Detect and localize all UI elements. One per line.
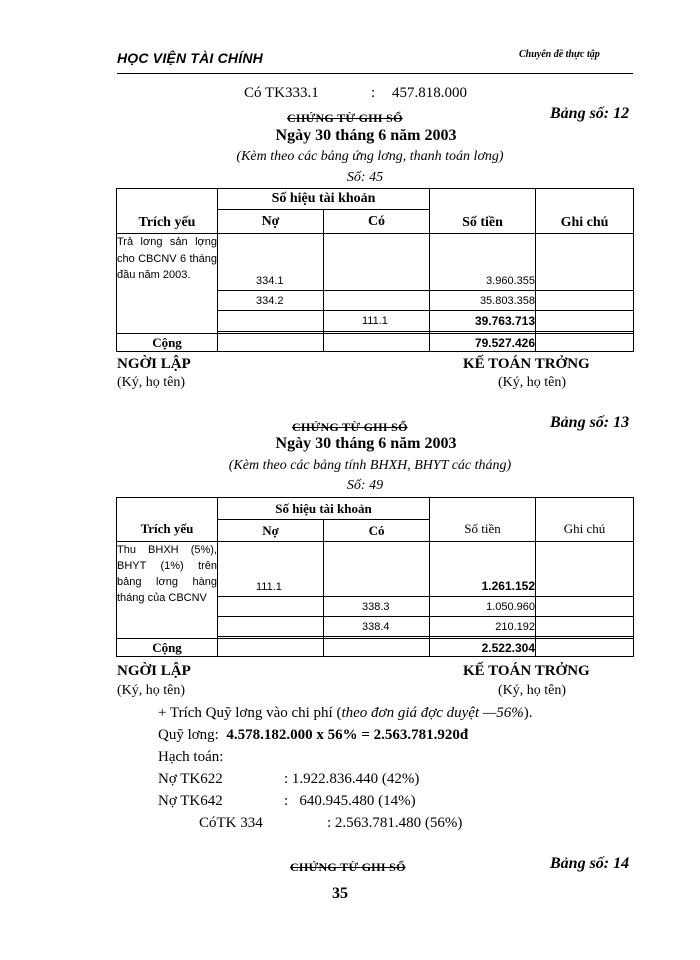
intro-amount: 457.818.000 bbox=[392, 85, 467, 101]
voucher14-table-no: Bảng số: 14 bbox=[550, 855, 630, 872]
row-amount: 1.261.152 bbox=[430, 542, 536, 597]
fund-line-2: Quỹ lơng: 4.578.182.000 x 56% = 2.563.781.920đ bbox=[158, 727, 469, 743]
total-amount: 79.527.426 bbox=[430, 334, 536, 352]
header-account-group: Số hiệu tài khoản bbox=[218, 189, 430, 210]
header-description: Trích yếu bbox=[117, 498, 218, 542]
fund-line-1: + Trích Quỹ lơng vào chi phí (theo đơn giá đợc duyệt —56%). bbox=[158, 705, 533, 721]
row-amount: 3.960.355 bbox=[430, 234, 536, 291]
voucher13-attachment: (Kèm theo các bảng tính BHXH, BHYT các tháng) bbox=[228, 458, 512, 473]
voucher13-date: Ngày 30 tháng 6 năm 2003 bbox=[275, 435, 457, 452]
total-amount: 2.522.304 bbox=[430, 639, 536, 657]
voucher13-number: Số: 49 bbox=[346, 478, 384, 493]
table-row: 111.1 bbox=[324, 311, 430, 332]
total-label: Cộng bbox=[117, 334, 218, 352]
header-note: Ghi chú bbox=[536, 189, 634, 234]
voucher12-table-no: Bảng số: 12 bbox=[550, 105, 630, 122]
voucher14-title: CHỨNG TỪ GHI SỔ bbox=[290, 860, 406, 874]
voucher13-title: CHỨNG TỪ GHI SỔ bbox=[292, 420, 408, 434]
voucher12-sign-right-sub: (Ký, họ tên) bbox=[498, 375, 567, 390]
entry-account: Nợ TK622 bbox=[158, 771, 223, 787]
page-number: 35 bbox=[332, 885, 348, 902]
voucher12-sign-right: KẾ TOÁN TRỞNG bbox=[463, 356, 590, 372]
voucher13-table-no: Bảng số: 13 bbox=[550, 414, 630, 431]
header-description: Trích yếu bbox=[117, 189, 218, 234]
entry-value: : 1.922.836.440 (42%) bbox=[284, 771, 420, 787]
voucher13-table bbox=[116, 497, 634, 657]
entry-value: : 640.945.480 (14%) bbox=[284, 793, 416, 809]
row-amount: 210.192 bbox=[430, 617, 536, 637]
voucher12-sign-left-sub: (Ký, họ tên) bbox=[117, 375, 186, 390]
institution-name: HỌC VIỆN TÀI CHÍNH bbox=[117, 50, 263, 66]
header-rule bbox=[117, 73, 633, 74]
voucher12-sign-left: NGỜI LẬP bbox=[117, 356, 191, 372]
header-debit: Nợ bbox=[218, 210, 324, 234]
entry-account: CóTK 334 bbox=[199, 815, 263, 831]
row-amount: 1.050.960 bbox=[430, 597, 536, 617]
table-row: 334.1 bbox=[218, 234, 324, 291]
table-row: 338.3 bbox=[324, 597, 430, 617]
report-type: Chuyên đề thực tập bbox=[519, 49, 600, 60]
entry-account: Nợ TK642 bbox=[158, 793, 223, 809]
voucher13-sign-right: KẾ TOÁN TRỞNG bbox=[463, 663, 590, 679]
header-debit: Nợ bbox=[218, 520, 324, 542]
fund-line-3: Hạch toán: bbox=[158, 749, 224, 765]
voucher12-date: Ngày 30 tháng 6 năm 2003 bbox=[275, 127, 457, 144]
row-amount: 35.803.358 bbox=[430, 291, 536, 311]
intro-separator: : bbox=[371, 85, 376, 101]
voucher13-sign-left: NGỜI LẬP bbox=[117, 663, 191, 679]
voucher13-sign-left-sub: (Ký, họ tên) bbox=[117, 683, 186, 698]
table-row: 111.1 bbox=[218, 542, 324, 597]
header-credit: Có bbox=[324, 210, 430, 234]
table-row: 334.2 bbox=[218, 291, 324, 311]
voucher13-sign-right-sub: (Ký, họ tên) bbox=[498, 683, 567, 698]
header-account-group: Số hiệu tài khoản bbox=[218, 498, 430, 520]
voucher13-description: Thu BHXH (5%), BHYT (1%) trên bảng lơng hàng tháng của CBCNV bbox=[117, 542, 218, 639]
voucher12-table bbox=[116, 188, 634, 352]
voucher12-description: Trả lơng sản lợng cho CBCNV 6 tháng đầu năm 2003. bbox=[117, 234, 218, 334]
voucher12-number: Số: 45 bbox=[346, 170, 384, 185]
table-row: 338.4 bbox=[324, 617, 430, 637]
voucher12-attachment: (Kèm theo các bảng ứng lơng, thanh toán lơng) bbox=[236, 149, 504, 164]
voucher12-title: CHỨNG TỪ GHI SỔ bbox=[287, 111, 403, 125]
header-credit: Có bbox=[324, 520, 430, 542]
row-amount: 39.763.713 bbox=[430, 311, 536, 332]
total-label: Cộng bbox=[117, 639, 218, 657]
header-note: Ghi chú bbox=[536, 498, 634, 542]
header-amount: Số tiền bbox=[430, 498, 536, 542]
intro-account: Có TK333.1 bbox=[244, 85, 319, 101]
header-amount: Số tiền bbox=[430, 189, 536, 234]
entry-value: : 2.563.781.480 (56%) bbox=[327, 815, 463, 831]
